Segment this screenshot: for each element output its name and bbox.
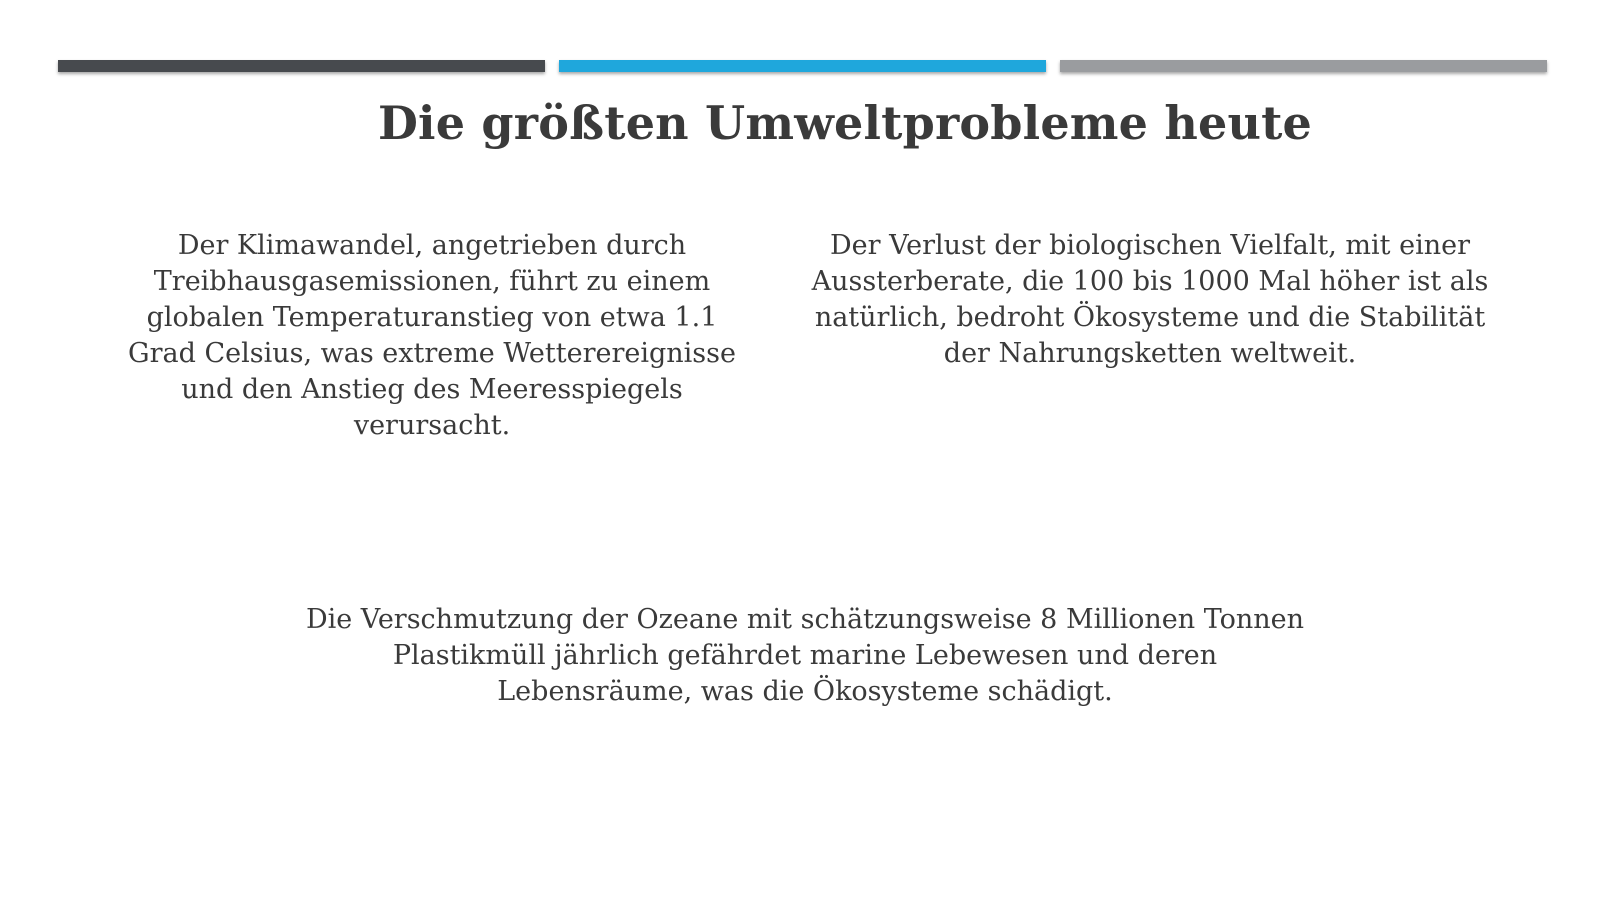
- ocean-pollution-paragraph: Die Verschmutzung der Ozeane mit schätzungsweise 8 Millionen Tonnen Plastikmüll jährlich gefährdet marine Lebewesen und deren Lebensräume, was die Ökosysteme schädigt.: [305, 604, 1305, 707]
- slide-title: Die größten Umweltprobleme heute: [377, 96, 1313, 150]
- header-accent-bar-gray: [1060, 60, 1547, 72]
- header-accent-bar-dark: [58, 60, 545, 72]
- header-accent-bar-blue: [559, 60, 1046, 72]
- biodiversity-loss-paragraph: Der Verlust der biologischen Vielfalt, mit einer Aussterberate, die 100 bis 1000 Mal höher ist als natürlich, bedroht Ökosysteme und die Stabilität der Nahrungsketten weltweit.: [811, 230, 1489, 369]
- climate-change-paragraph: Der Klimawandel, angetrieben durch Treibhausgasemissionen, führt zu einem globalen Temperaturanstieg von etwa 1.1 Grad Celsius, was extreme Wetterereignisse und den Anstieg des Meeresspiegels verursacht.: [128, 230, 736, 441]
